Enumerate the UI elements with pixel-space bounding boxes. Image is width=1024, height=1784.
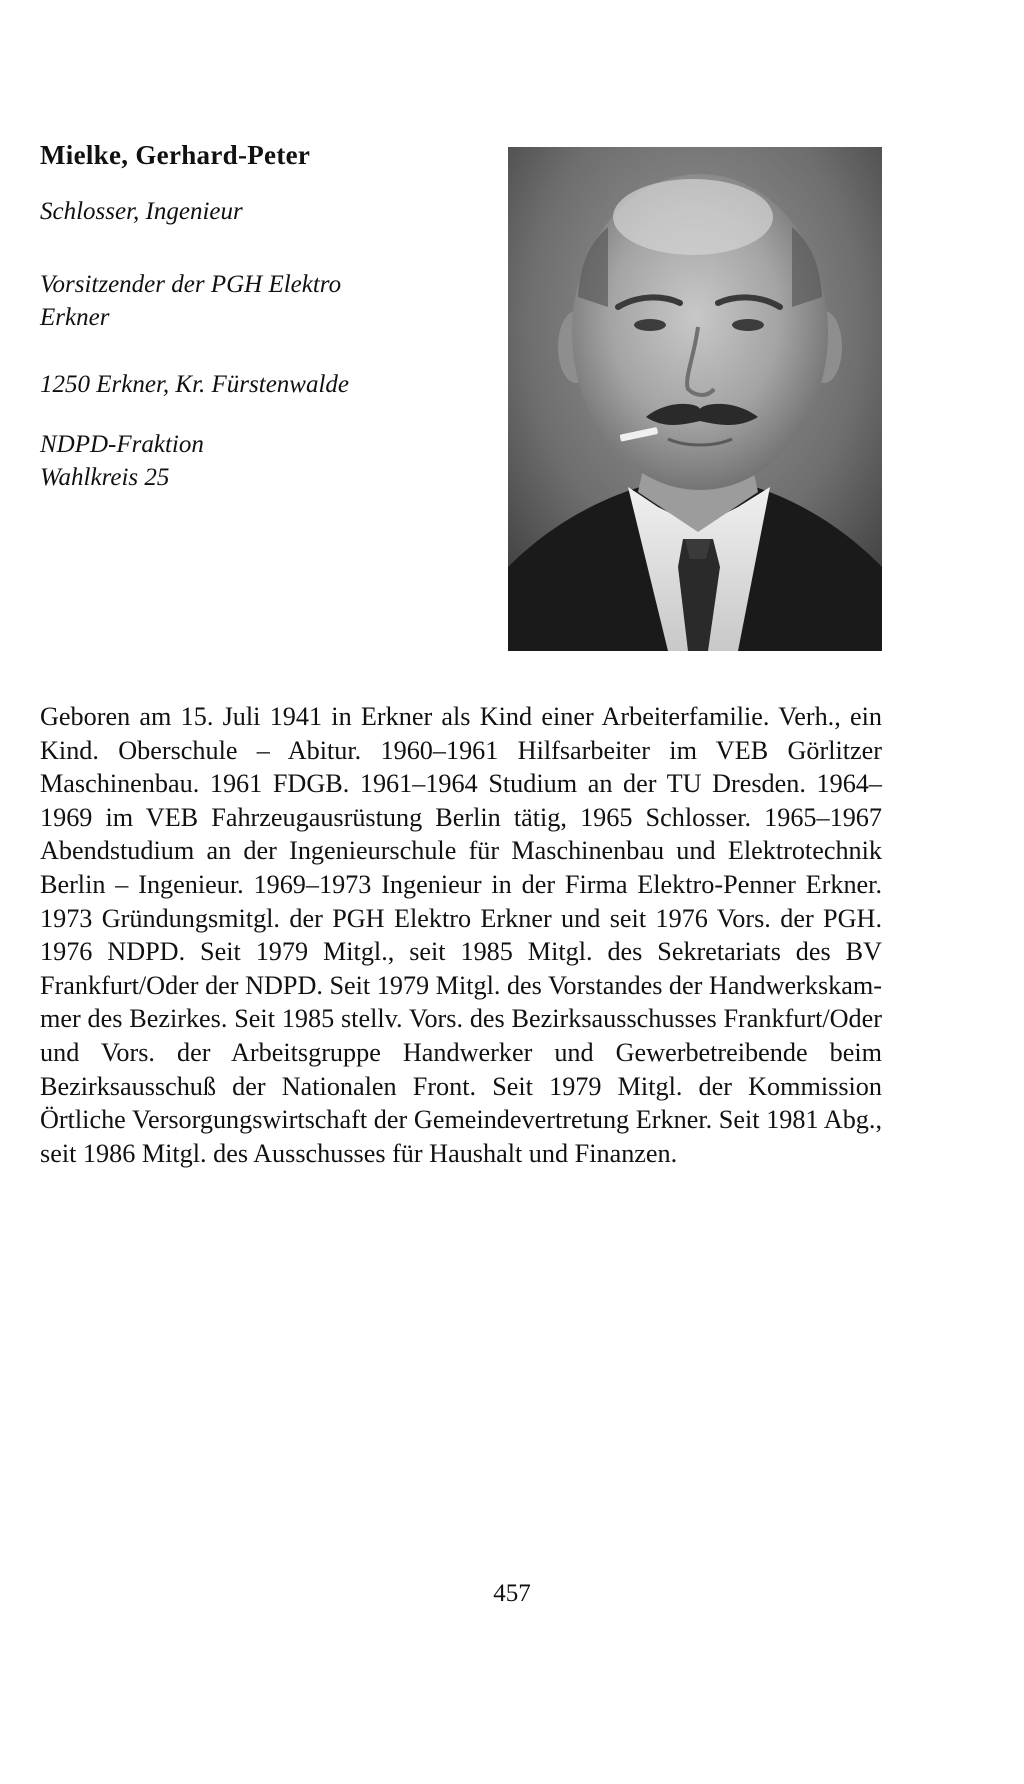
faction: NDPD-Fraktion [40,431,204,458]
constituency: Wahlkreis 25 [40,464,170,491]
portrait-illustration [508,147,882,651]
profession [40,195,243,228]
position-line-2: Erkner [40,304,110,331]
position-line-1: Vorsitzender der PGH Elektro [40,271,342,298]
position [40,268,341,334]
page-number: 457 [493,1580,531,1607]
portrait-photo [508,147,882,651]
parliamentary-info [40,428,204,494]
biography-text: Geboren am 15. Juli 1941 in Erkner als Kind einer Arbeiterfamilie. Verh., ein Kind. Oberschule – Abitur. 1960–1961 Hilfsarbeiter im VEB Görlitzer Maschinenbau. 1961 FDGB. 1961–1964 Studium an der TU Dresden. 1964–1969 im VEB Fahrzeugausrüstung Berlin tätig, 1965 Schlosser. 1965–1967 Abendstudium an der Ingenieurschule für Maschinenbau und Elektrotechnik Berlin – Ingenieur. 1969–1973 Ingenieur in der Firma Elektro-Penner Erkner. 1973 Gründungsmitgl. der PGH Elektro Erkner und seit 1976 Vors. der PGH. 1976 NDPD. Seit 1979 Mitgl., seit 1985 Mitgl. des Sekretariats des BV Frankfurt/​Oder der NDPD. Seit 1979 Mitgl. des Vorstandes der Handwerkskammer des Bezirkes. Seit 1985 stellv. Vors. des Bezirksausschusses Frankfurt/​Oder und Vors. der Arbeitsgruppe Handwerker und Gewerbetreibende beim Bezirksausschuß der Nationalen Front. Seit 1979 Mitgl. der Kommission Örtliche Versorgungswirtschaft der Gemeindevertretung Erkner. Seit 1981 Abg., seit 1986 Mitgl. des Ausschusses für Haushalt und Finanzen. [40,702,883,1168]
person-name: Mielke, Gerhard-Peter [40,140,311,170]
profession-text: Schlosser, Ingenieur [40,198,243,225]
address-text: 1250 Erkner, Kr. Fürstenwalde [40,371,350,398]
address [40,368,349,401]
